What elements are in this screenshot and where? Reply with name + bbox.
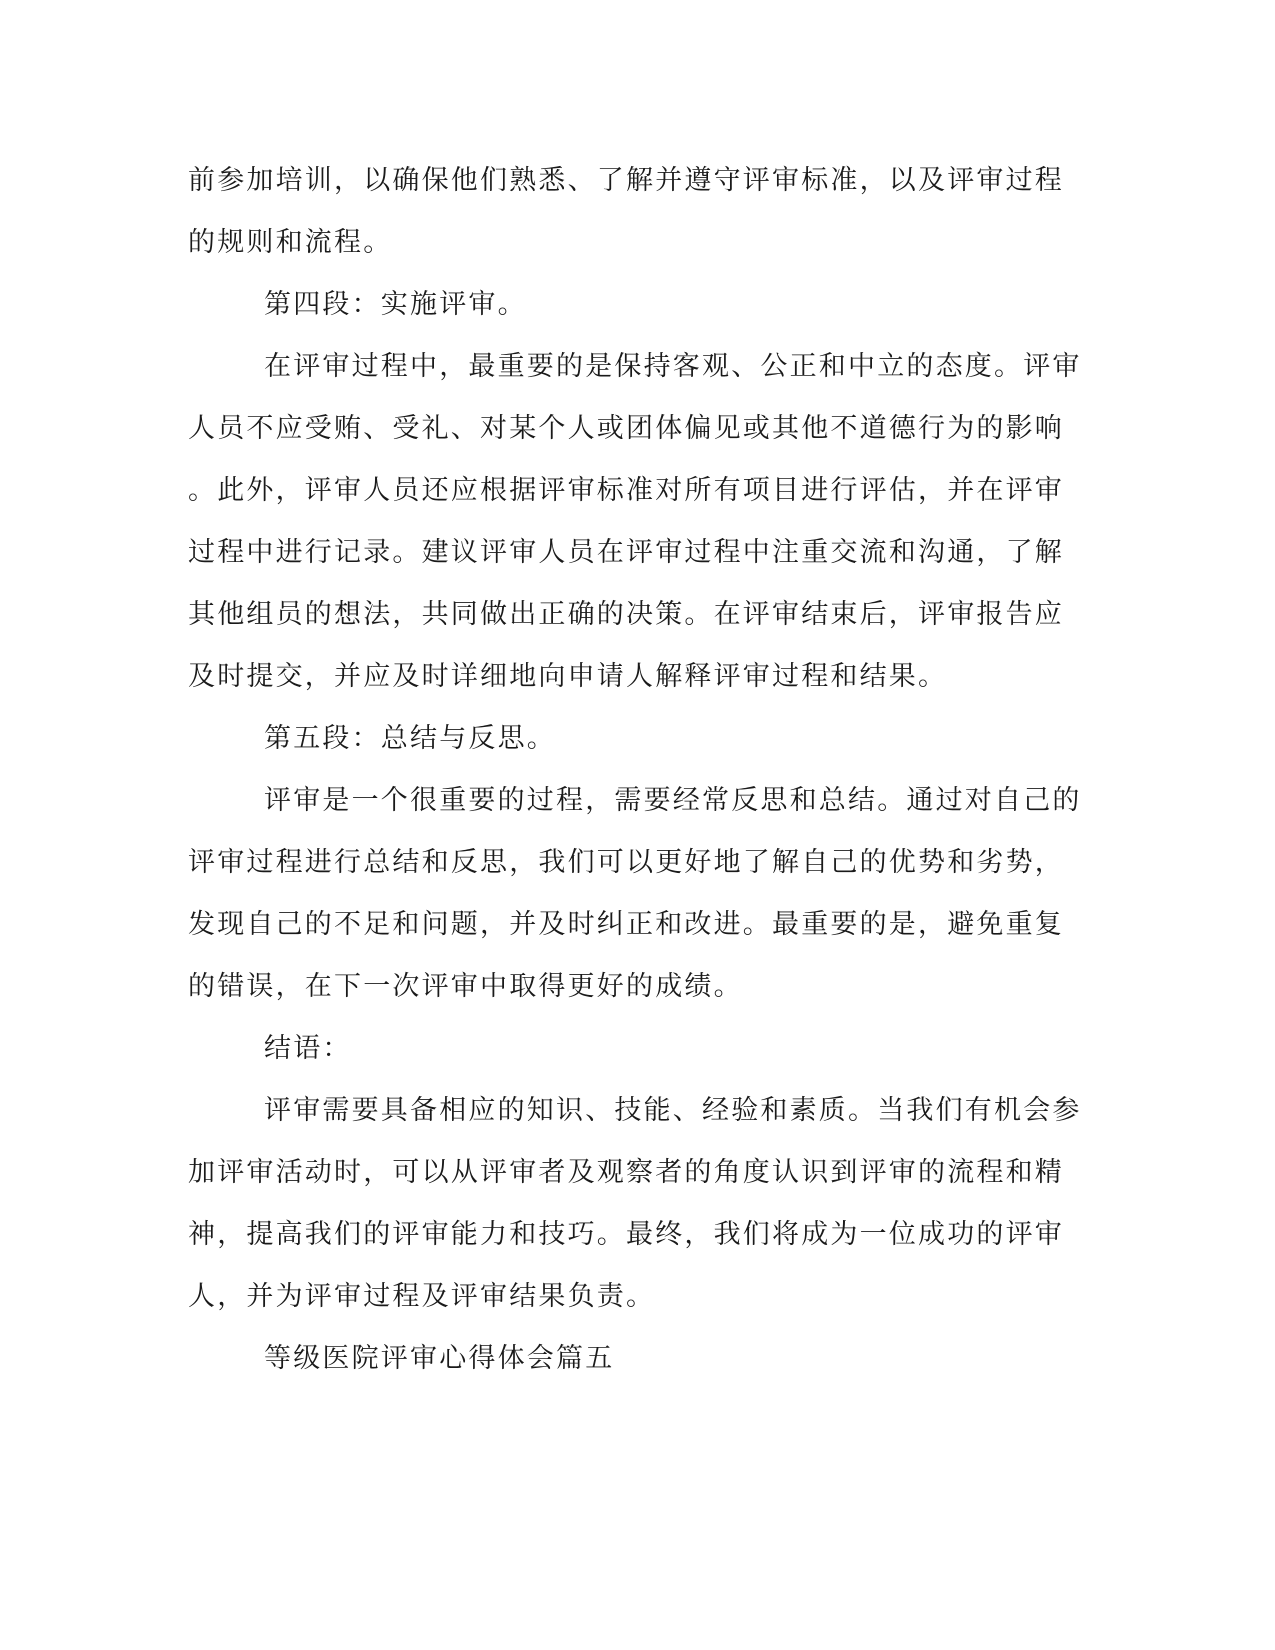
paragraph-line: 其他组员的想法，共同做出正确的决策。在评审结束后，评审报告应 <box>188 599 1064 630</box>
conclusion-heading: 结语： <box>264 1033 352 1064</box>
paragraph-line: 评审是一个很重要的过程，需要经常反思和总结。通过对自己的 <box>264 785 1082 816</box>
paragraph-line: 评审过程进行总结和反思，我们可以更好地了解自己的优势和劣势， <box>188 847 1064 878</box>
paragraph-line: 在评审过程中，最重要的是保持客观、公正和中立的态度。评审 <box>264 351 1082 382</box>
paragraph-line: 评审需要具备相应的知识、技能、经验和素质。当我们有机会参 <box>264 1095 1082 1126</box>
paragraph-line: 人员不应受贿、受礼、对某个人或团体偏见或其他不道德行为的影响 <box>188 413 1064 444</box>
document-body <box>188 150 1082 1390</box>
paragraph-line: 前参加培训，以确保他们熟悉、了解并遵守评审标准，以及评审过程 <box>188 165 1064 196</box>
paragraph-line: 神，提高我们的评审能力和技巧。最终，我们将成为一位成功的评审 <box>188 1219 1064 1250</box>
paragraph-line: 的规则和流程。 <box>188 227 393 258</box>
paragraph-line: 加评审活动时，可以从评审者及观察者的角度认识到评审的流程和精 <box>188 1157 1064 1188</box>
paragraph-line: 。此外，评审人员还应根据评审标准对所有项目进行评估，并在评审 <box>188 475 1064 506</box>
article-title: 等级医院评审心得体会篇五 <box>264 1343 615 1374</box>
section-heading-5: 第五段：总结与反思。 <box>264 723 556 754</box>
paragraph-line: 的错误，在下一次评审中取得更好的成绩。 <box>188 971 743 1002</box>
section-heading-4: 第四段：实施评审。 <box>264 289 527 320</box>
paragraph-line: 过程中进行记录。建议评审人员在评审过程中注重交流和沟通，了解 <box>188 537 1064 568</box>
paragraph-line: 及时提交，并应及时详细地向申请人解释评审过程和结果。 <box>188 661 948 692</box>
paragraph-line: 人，并为评审过程及评审结果负责。 <box>188 1281 656 1312</box>
paragraph-line: 发现自己的不足和问题，并及时纠正和改进。最重要的是，避免重复 <box>188 909 1064 940</box>
